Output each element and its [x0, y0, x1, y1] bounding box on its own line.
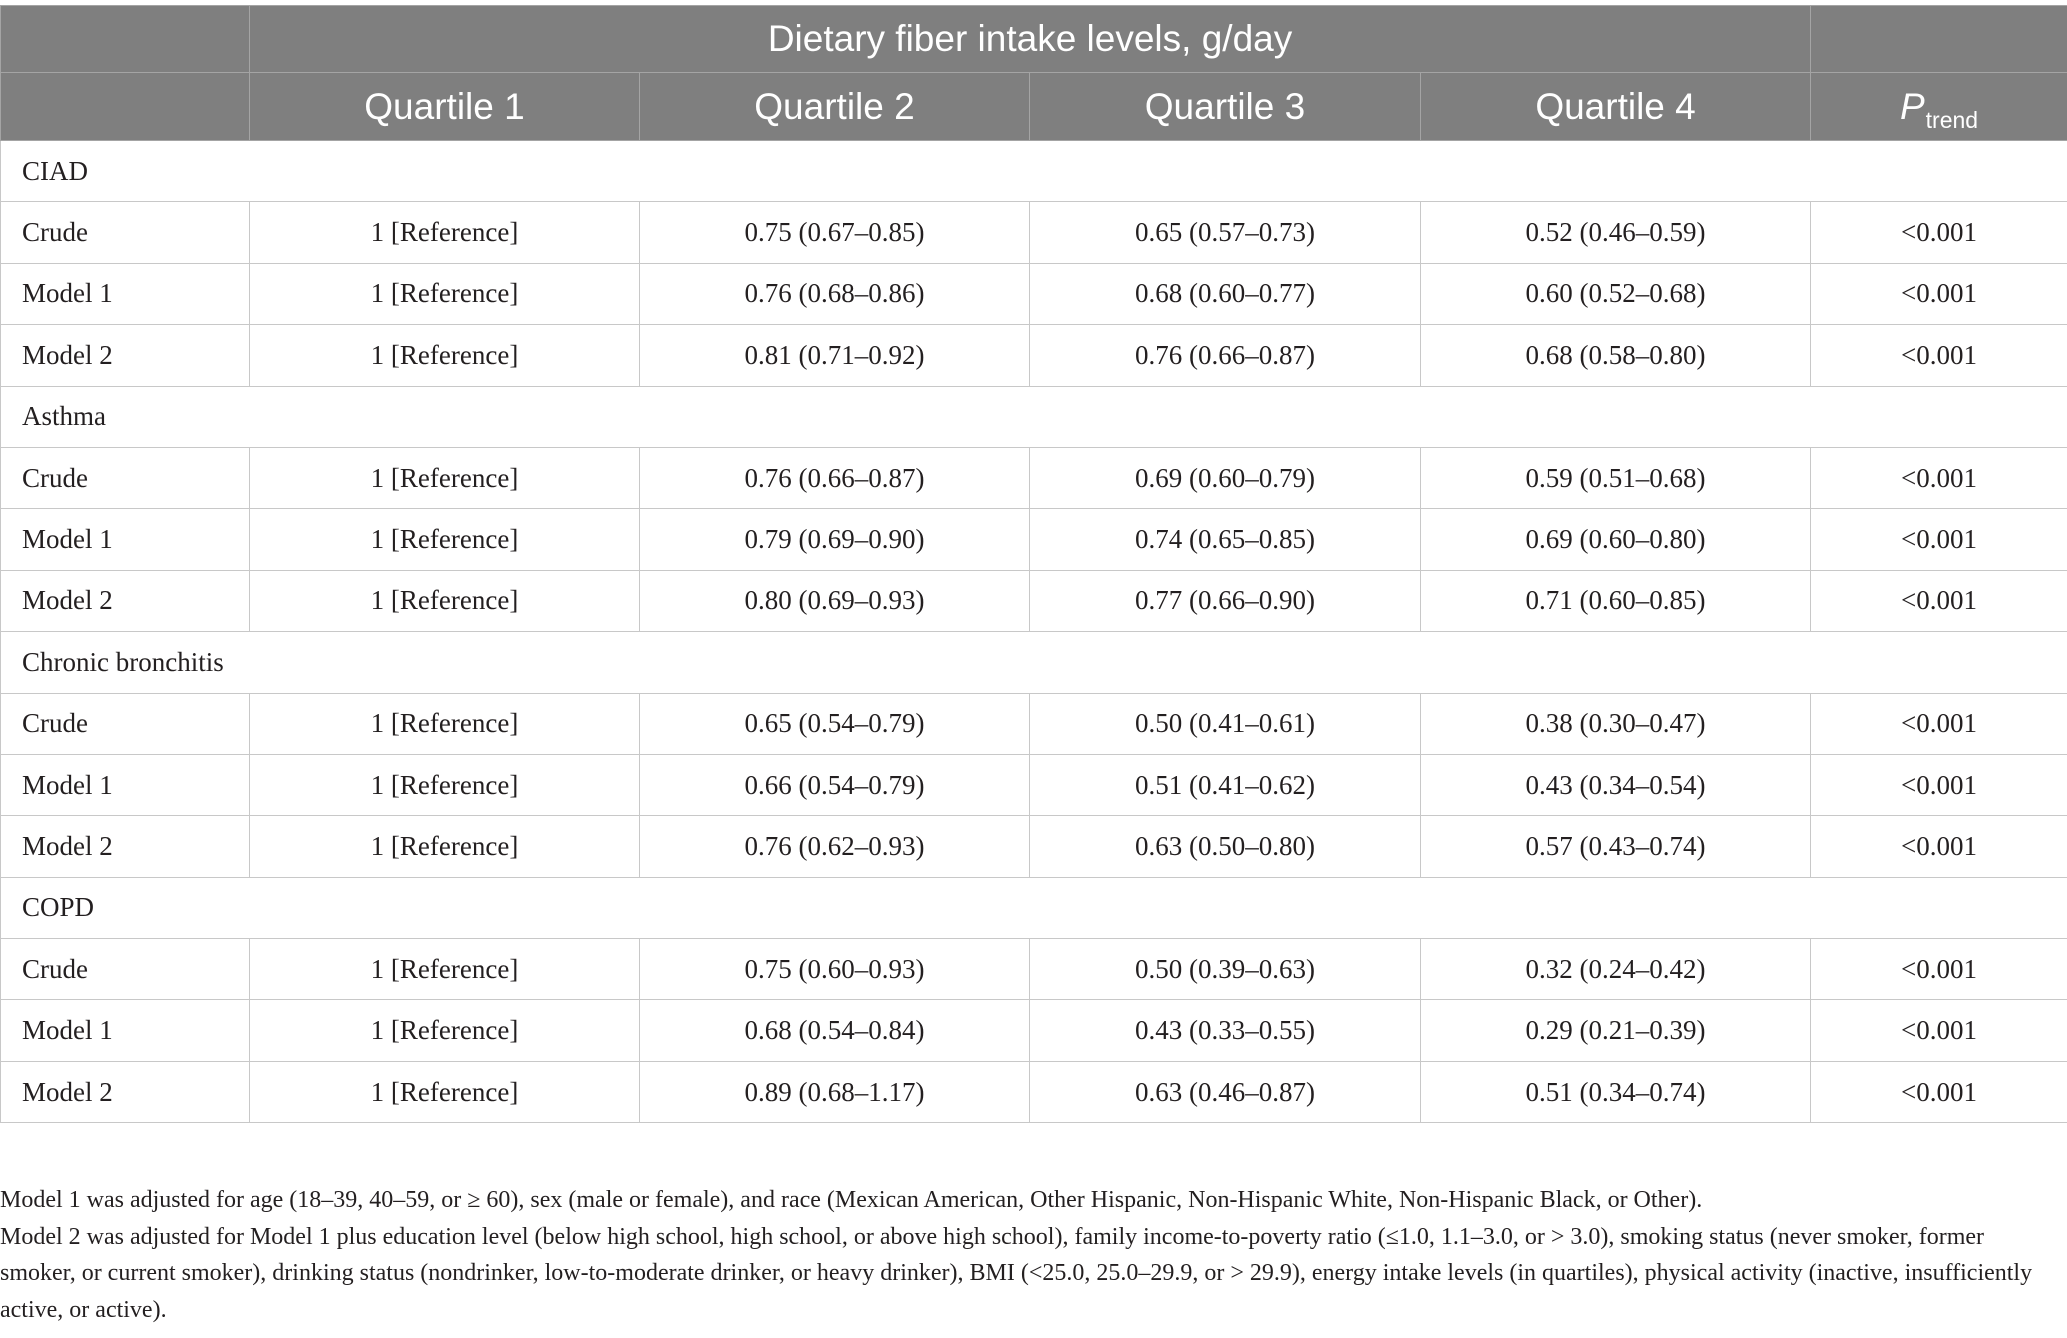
cell-quartile-4: 0.32 (0.24–0.42) — [1421, 939, 1811, 1000]
group-label-ciad: CIAD — [1, 141, 2067, 202]
cell-quartile-1: 1 [Reference] — [250, 754, 640, 815]
cell-p-trend: <0.001 — [1811, 1061, 2067, 1122]
cell-p-trend: <0.001 — [1811, 325, 2067, 386]
cell-p-trend: <0.001 — [1811, 447, 2067, 508]
row-label-model-1: Model 1 — [1, 263, 250, 324]
cell-p-trend: <0.001 — [1811, 570, 2067, 631]
header-spacer-left — [1, 6, 250, 73]
cell-quartile-3: 0.77 (0.66–0.90) — [1030, 570, 1421, 631]
cell-quartile-2: 0.89 (0.68–1.17) — [640, 1061, 1030, 1122]
cell-quartile-4: 0.52 (0.46–0.59) — [1421, 202, 1811, 263]
cell-quartile-3: 0.51 (0.41–0.62) — [1030, 754, 1421, 815]
cell-quartile-4: 0.51 (0.34–0.74) — [1421, 1061, 1811, 1122]
cell-quartile-3: 0.69 (0.60–0.79) — [1030, 447, 1421, 508]
table-row — [1, 509, 2067, 570]
row-label-model-2: Model 2 — [1, 1061, 250, 1122]
cell-p-trend: <0.001 — [1811, 509, 2067, 570]
row-label-crude: Crude — [1, 939, 250, 1000]
cell-quartile-4: 0.43 (0.34–0.54) — [1421, 754, 1811, 815]
p-trend-subscript: trend — [1925, 106, 1979, 133]
cell-quartile-1: 1 [Reference] — [250, 325, 640, 386]
cell-quartile-2: 0.75 (0.60–0.93) — [640, 939, 1030, 1000]
table-body — [1, 141, 2067, 1123]
table-row — [1, 263, 2067, 324]
results-table-container — [0, 5, 2067, 1123]
row-label-model-1: Model 1 — [1, 1000, 250, 1061]
cell-quartile-1: 1 [Reference] — [250, 509, 640, 570]
group-row-copd — [1, 877, 2067, 938]
header-spacer-label — [1, 73, 250, 141]
group-label-chronic-bronchitis: Chronic bronchitis — [1, 632, 2067, 693]
row-label-model-1: Model 1 — [1, 509, 250, 570]
cell-quartile-4: 0.38 (0.30–0.47) — [1421, 693, 1811, 754]
cell-quartile-1: 1 [Reference] — [250, 816, 640, 877]
cell-quartile-1: 1 [Reference] — [250, 447, 640, 508]
cell-quartile-2: 0.80 (0.69–0.93) — [640, 570, 1030, 631]
column-header-quartile-3: Quartile 3 — [1030, 73, 1421, 141]
group-label-asthma: Asthma — [1, 386, 2067, 447]
column-header-p-trend — [1811, 73, 2067, 141]
cell-quartile-4: 0.68 (0.58–0.80) — [1421, 325, 1811, 386]
cell-quartile-4: 0.29 (0.21–0.39) — [1421, 1000, 1811, 1061]
table-footnotes — [0, 1182, 2062, 1328]
row-label-crude: Crude — [1, 447, 250, 508]
table-row — [1, 939, 2067, 1000]
cell-quartile-4: 0.71 (0.60–0.85) — [1421, 570, 1811, 631]
header-spacer-right — [1811, 6, 2067, 73]
cell-quartile-1: 1 [Reference] — [250, 263, 640, 324]
cell-quartile-3: 0.76 (0.66–0.87) — [1030, 325, 1421, 386]
cell-quartile-1: 1 [Reference] — [250, 693, 640, 754]
cell-quartile-4: 0.59 (0.51–0.68) — [1421, 447, 1811, 508]
table-row — [1, 754, 2067, 815]
column-header-quartile-1: Quartile 1 — [250, 73, 640, 141]
cell-quartile-2: 0.75 (0.67–0.85) — [640, 202, 1030, 263]
table-row — [1, 202, 2067, 263]
cell-quartile-1: 1 [Reference] — [250, 939, 640, 1000]
cell-quartile-2: 0.65 (0.54–0.79) — [640, 693, 1030, 754]
row-label-model-2: Model 2 — [1, 325, 250, 386]
cell-quartile-4: 0.60 (0.52–0.68) — [1421, 263, 1811, 324]
cell-quartile-2: 0.76 (0.66–0.87) — [640, 447, 1030, 508]
cell-p-trend: <0.001 — [1811, 1000, 2067, 1061]
table-row — [1, 447, 2067, 508]
cell-quartile-3: 0.63 (0.50–0.80) — [1030, 816, 1421, 877]
cell-quartile-1: 1 [Reference] — [250, 1061, 640, 1122]
group-row-chronic-bronchitis — [1, 632, 2067, 693]
header-row-columns — [1, 73, 2067, 141]
table-row — [1, 816, 2067, 877]
cell-p-trend: <0.001 — [1811, 939, 2067, 1000]
cell-quartile-2: 0.68 (0.54–0.84) — [640, 1000, 1030, 1061]
cell-quartile-3: 0.43 (0.33–0.55) — [1030, 1000, 1421, 1061]
cell-quartile-3: 0.68 (0.60–0.77) — [1030, 263, 1421, 324]
cell-p-trend: <0.001 — [1811, 754, 2067, 815]
group-label-copd: COPD — [1, 877, 2067, 938]
header-group-title: Dietary fiber intake levels, g/day — [250, 6, 1811, 73]
cell-quartile-3: 0.50 (0.39–0.63) — [1030, 939, 1421, 1000]
table-row — [1, 1061, 2067, 1122]
cell-quartile-2: 0.81 (0.71–0.92) — [640, 325, 1030, 386]
group-row-ciad — [1, 141, 2067, 202]
results-table — [0, 5, 2067, 1123]
footnote-model-2: Model 2 was adjusted for Model 1 plus education level (below high school, high school, or above high school), family income-to-poverty ratio (≤1.0, 1.1–3.0, or > 3.0), smoking status (never smoker, former smoker, or current smoker), drinking status (nondrinker, low-to-moderate drinker, or heavy drinker), BMI (<25.0, 25.0–29.9, or > 29.9), energy intake levels (in quartiles), physical activity (inactive, insufficiently active, or active). — [0, 1223, 2033, 1323]
cell-quartile-1: 1 [Reference] — [250, 570, 640, 631]
row-label-crude: Crude — [1, 693, 250, 754]
footnote-model-1: Model 1 was adjusted for age (18–39, 40–59, or ≥ 60), sex (male or female), and race (Mexican American, Other Hispanic, Non-Hispanic White, Non-Hispanic Black, or Other). — [0, 1187, 1703, 1213]
header-row-group — [1, 6, 2067, 73]
table-row — [1, 570, 2067, 631]
row-label-model-1: Model 1 — [1, 754, 250, 815]
cell-p-trend: <0.001 — [1811, 202, 2067, 263]
row-label-model-2: Model 2 — [1, 816, 250, 877]
group-row-asthma — [1, 386, 2067, 447]
table-row — [1, 693, 2067, 754]
p-trend-symbol: P — [1899, 85, 1925, 127]
cell-quartile-2: 0.76 (0.68–0.86) — [640, 263, 1030, 324]
cell-quartile-2: 0.79 (0.69–0.90) — [640, 509, 1030, 570]
table-header — [1, 6, 2067, 141]
cell-quartile-3: 0.50 (0.41–0.61) — [1030, 693, 1421, 754]
table-row — [1, 325, 2067, 386]
cell-p-trend: <0.001 — [1811, 263, 2067, 324]
cell-quartile-3: 0.74 (0.65–0.85) — [1030, 509, 1421, 570]
column-header-quartile-2: Quartile 2 — [640, 73, 1030, 141]
column-header-quartile-4: Quartile 4 — [1421, 73, 1811, 141]
cell-quartile-1: 1 [Reference] — [250, 202, 640, 263]
cell-quartile-2: 0.66 (0.54–0.79) — [640, 754, 1030, 815]
cell-quartile-4: 0.69 (0.60–0.80) — [1421, 509, 1811, 570]
cell-p-trend: <0.001 — [1811, 816, 2067, 877]
cell-quartile-3: 0.63 (0.46–0.87) — [1030, 1061, 1421, 1122]
row-label-crude: Crude — [1, 202, 250, 263]
cell-quartile-2: 0.76 (0.62–0.93) — [640, 816, 1030, 877]
cell-quartile-3: 0.65 (0.57–0.73) — [1030, 202, 1421, 263]
cell-p-trend: <0.001 — [1811, 693, 2067, 754]
table-row — [1, 1000, 2067, 1061]
cell-quartile-1: 1 [Reference] — [250, 1000, 640, 1061]
cell-quartile-4: 0.57 (0.43–0.74) — [1421, 816, 1811, 877]
row-label-model-2: Model 2 — [1, 570, 250, 631]
